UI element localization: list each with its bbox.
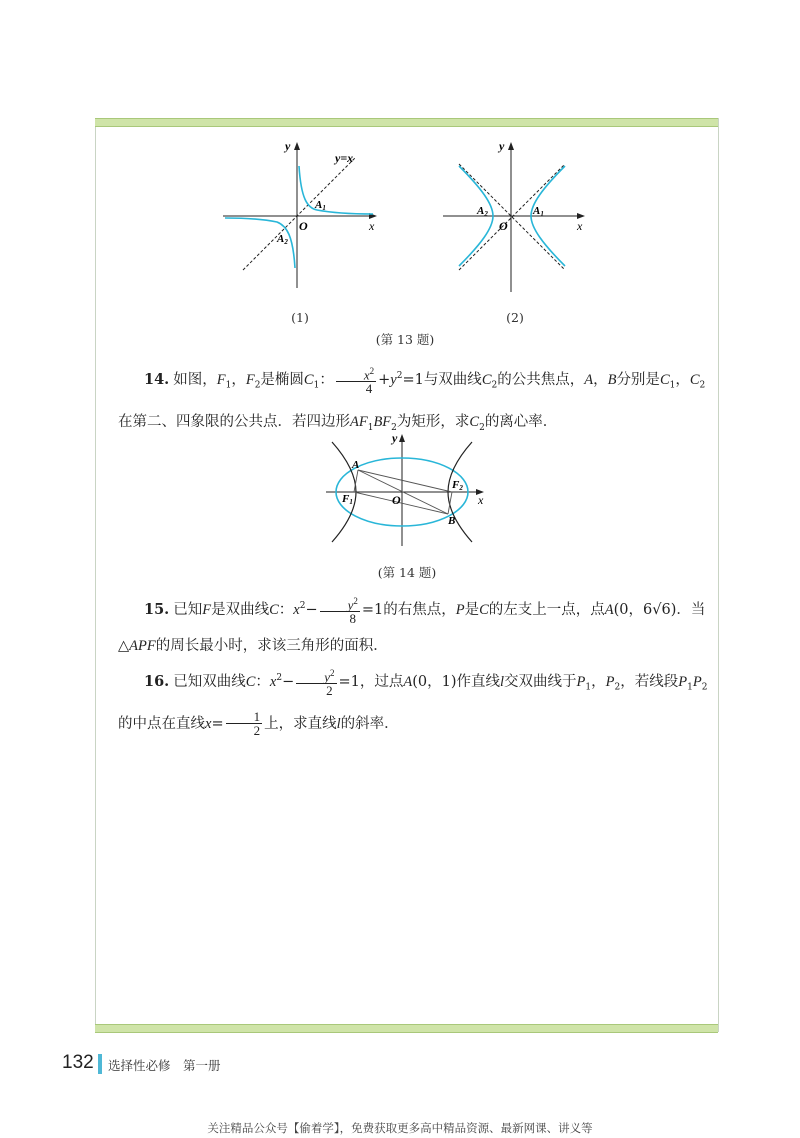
watermark-text: 关注精品公众号【偷着学】，免费获取更多高中精品资源、最新网课、讲义等 [207, 1121, 593, 1135]
svg-text:y=x: y=x [335, 151, 354, 165]
svg-text:x: x [369, 219, 375, 233]
svg-text:x: x [478, 493, 484, 507]
svg-text:O: O [499, 219, 508, 233]
top-green-bar [95, 118, 718, 127]
svg-text:y: y [499, 139, 505, 153]
problem-15: 15. 已知F是双曲线C：$x^2-$ $\frac{y^2}{8}$ =1的右焦点，P是C的左支上一点，点A(0，6√6)．当△APF的周长最小时，求该三角形的面积． [118, 595, 706, 654]
svg-text:O: O [299, 219, 308, 233]
figure-13-2-label: (2) [506, 310, 524, 325]
svg-text:F2: F2 [452, 479, 463, 492]
figure-13-2 [435, 138, 595, 302]
figure-13-caption: (第 13 题) [375, 332, 435, 347]
book-title: 选择性必修 第一册 [108, 1058, 221, 1073]
svg-text:x: x [577, 219, 583, 233]
svg-text:O: O [392, 493, 401, 507]
bottom-green-bar [95, 1024, 718, 1033]
svg-text:A: A [352, 459, 360, 471]
svg-text:A2: A2 [477, 205, 488, 218]
figure-14 [318, 430, 498, 554]
problem-16: 16. 已知双曲线C：$x^2-$ $\frac{y^2}{2}$ =1，过点A(0，1)作直线l交双曲线于$P_1$，$P_2$，若线段$P_1P_2$的中点在直线x= $\frac{1}{2}$ 上，求直线l的斜率． [118, 667, 708, 739]
svg-text:y: y [392, 431, 398, 445]
hyperbola-asymptote-graph [435, 138, 595, 298]
svg-text:A1: A1 [533, 205, 544, 218]
figure-14-caption: (第 14 题) [377, 565, 437, 580]
page-number: 132 [62, 1052, 94, 1073]
svg-text:B: B [448, 515, 456, 527]
figure-13-1-label: (1) [291, 310, 309, 325]
svg-text:y: y [285, 139, 291, 153]
svg-text:A2: A2 [277, 233, 288, 246]
svg-text:A1: A1 [315, 199, 326, 212]
svg-text:F1: F1 [342, 493, 353, 506]
hyperbola-xy-graph [215, 138, 385, 298]
problem-14: 14. 如图，$F_1$，$F_2$是椭圆$C_1$： $\frac{x^2}{4}$ $+y^2=1$与双曲线$C_2$的公共焦点，A，B分别是$C_1$，$C_2$在第二、四象限的公共点．若四边形$AF_1BF_2$为矩形，求$C_2$的离心率． [118, 365, 706, 433]
figure-13-1 [215, 138, 385, 302]
footer-accent-bar [98, 1054, 102, 1074]
ellipse-hyperbola-graph [318, 430, 498, 550]
